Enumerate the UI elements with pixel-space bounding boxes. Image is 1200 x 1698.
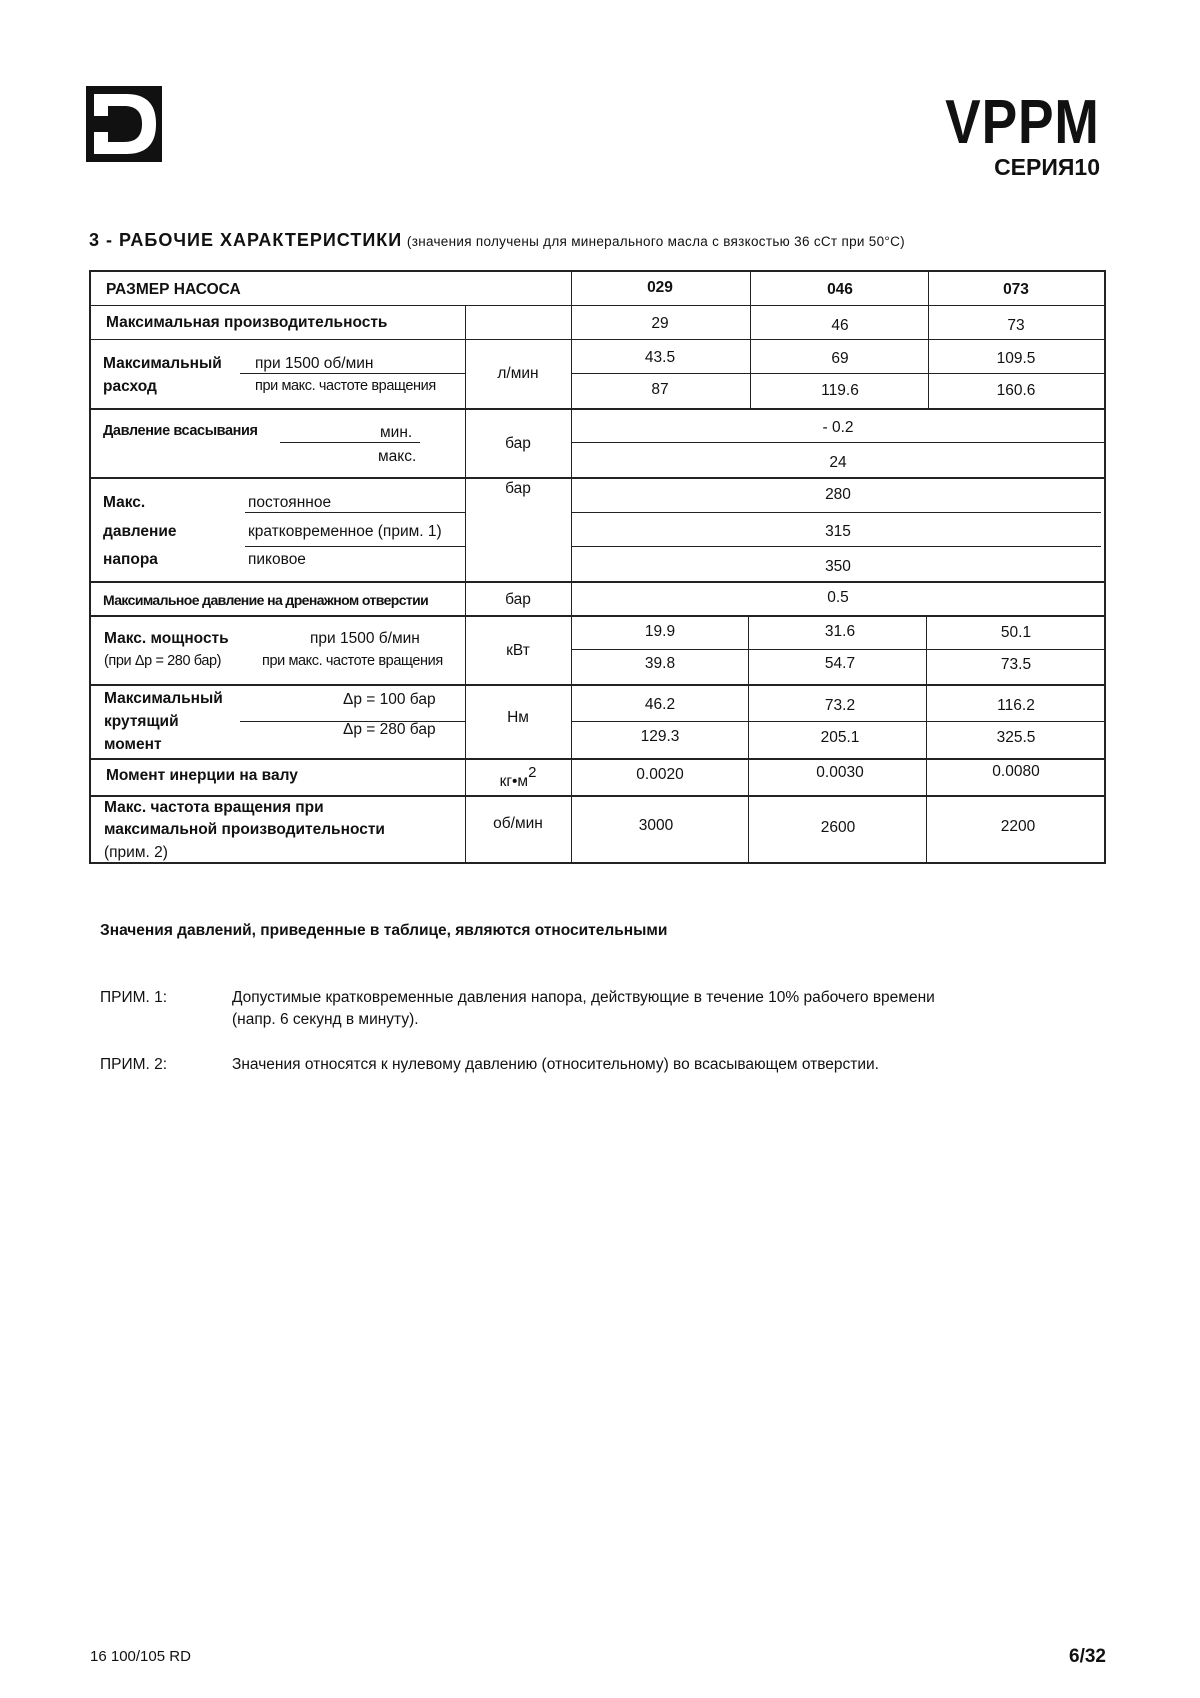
speed-label-3: (прим. 2) [104,844,168,861]
size-029: 029 [647,279,673,296]
speed-label-1: Макс. частота вращения при [104,799,324,816]
flow-label-1: Максимальный [103,355,222,372]
size-046: 046 [827,281,853,298]
flow-029-1500: 43.5 [644,349,676,366]
pressure-peak-value: 350 [825,558,851,575]
suction-min-value: - 0.2 [822,419,854,436]
page-number: 6/32 [1069,1646,1106,1667]
torque-unit: Нм [507,709,529,726]
product-title: VPPM [945,88,1100,157]
flow-cond-2: при макс. частоте вращения [255,378,436,394]
note-1-text [232,987,935,1032]
document-code: 16 100/105 RD [90,1648,191,1665]
flow-unit: л/мин [497,365,539,382]
inertia-label: Момент инерции на валу [106,767,298,784]
power-cond-1: при 1500 б/мин [310,630,420,647]
suction-cond-max: макс. [378,448,417,465]
torque-label-2: крутящий [104,713,179,730]
inertia-073: 0.0080 [992,763,1040,780]
pressure-unit: бар [505,480,531,497]
torque-046-280: 205.1 [820,729,860,746]
flow-029-max: 87 [651,381,669,398]
note-1-label: ПРИМ. 1: [100,989,168,1006]
speed-label-2: максимальной производительности [104,821,385,838]
torque-label-3: момент [104,736,162,753]
torque-cond-100: Δp = 100 бар [343,691,436,708]
power-label-2: (при Δp = 280 бар) [104,653,222,669]
power-029-1500: 19.9 [644,623,676,640]
drain-value: 0.5 [827,589,849,606]
drain-unit: бар [505,591,531,608]
displacement-label: Максимальная производительность [106,314,388,331]
flow-046-1500: 69 [831,350,849,367]
power-029-max: 39.8 [644,655,676,672]
speed-073: 2200 [1000,818,1036,835]
section-title: 3 - РАБОЧИЕ ХАРАКТЕРИСТИКИ [89,230,403,250]
speed-029: 3000 [638,817,674,834]
pressure-continuous-value: 280 [825,486,851,503]
suction-cond-min: мин. [380,424,413,441]
displacement-029: 29 [651,315,669,332]
power-046-max: 54.7 [824,655,856,672]
section-note: (значения получены для минерального масла с вязкостью 36 сСт при 50°С) [406,234,905,249]
pressure-cond-peak: пиковое [248,551,306,568]
speed-046: 2600 [820,819,856,836]
power-046-1500: 31.6 [824,623,856,640]
flow-073-1500: 109.5 [996,350,1036,367]
displacement-073: 73 [1007,317,1025,334]
relative-pressure-note: Значения давлений, приведенные в таблице, являются относительными [100,922,668,939]
inertia-046: 0.0030 [816,764,864,781]
pressure-cond-intermittent: кратковременное (прим. 1) [248,523,442,540]
note-1-line-2: (напр. 6 секунд в минуту). [232,1011,419,1029]
series-subtitle: СЕРИЯ10 [994,154,1100,180]
suction-label: Давление всасывания [103,423,258,439]
size-073: 073 [1003,281,1029,298]
torque-073-280: 325.5 [996,729,1036,746]
note-1-line-1: Допустимые кратковременные давления напора, действующие в течение 10% рабочего времени [232,989,935,1006]
inertia-unit [499,764,537,791]
torque-label-1: Максимальный [104,690,223,707]
flow-label-2: расход [103,378,157,395]
torque-029-100: 46.2 [644,696,676,713]
power-073-1500: 50.1 [1000,624,1032,641]
power-073-max: 73.5 [1000,656,1032,673]
torque-073-100: 116.2 [997,697,1035,714]
flow-046-max: 119.6 [821,382,859,399]
flow-cond-1: при 1500 об/мин [255,355,374,372]
power-unit: кВт [506,642,530,659]
inertia-unit-sup: 2 [528,764,537,781]
note-2-text: Значения относятся к нулевому давлению (относительному) во всасывающем отверстии. [232,1056,879,1073]
speed-unit: об/мин [493,815,543,832]
torque-cond-280: Δp = 280 бар [343,721,436,738]
note-2-label: ПРИМ. 2: [100,1056,168,1073]
power-cond-2: при макс. частоте вращения [262,653,443,669]
pressure-intermittent-value: 315 [825,523,851,540]
size-label: РАЗМЕР НАСОСА [106,281,241,298]
power-label-1: Макс. мощность [104,630,229,647]
inertia-029: 0.0020 [636,766,684,783]
inertia-unit-text: кг•м [499,773,529,791]
suction-max-value: 24 [829,454,847,471]
pressure-label-2: давление [103,523,177,540]
suction-unit: бар [505,435,531,452]
flow-073-max: 160.6 [996,382,1036,399]
pressure-cond-continuous: постоянное [248,494,332,511]
drain-label: Максимальное давление на дренажном отверстии [103,592,429,608]
torque-046-100: 73.2 [824,697,856,714]
displacement-046: 46 [831,317,849,334]
pressure-label-3: напора [103,551,158,568]
pressure-label-1: Макс. [103,494,146,511]
torque-029-280: 129.3 [640,728,680,745]
